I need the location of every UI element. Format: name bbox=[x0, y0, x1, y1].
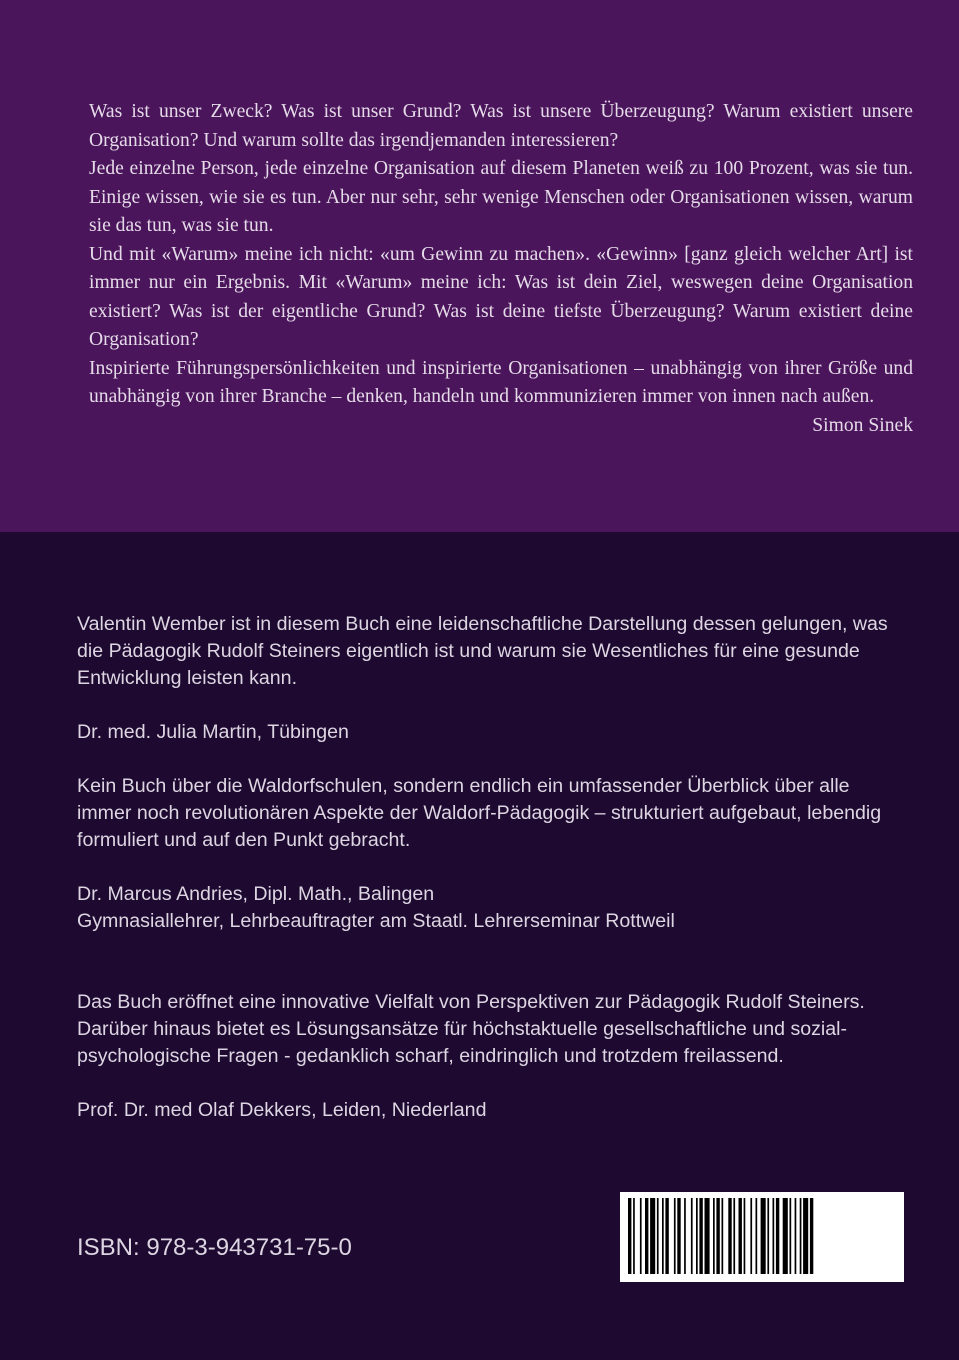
barcode-bar bbox=[803, 1198, 808, 1274]
barcode-bar bbox=[633, 1198, 635, 1274]
barcode-bar bbox=[713, 1198, 715, 1274]
barcode-bar bbox=[773, 1198, 775, 1274]
quote-paragraph-2: Jede einzelne Person, jede einzelne Organisation auf diesem Planeten weiß zu 100 Prozent, was sie tun. Einige wissen, wie sie es tun. Aber nur sehr, sehr wenige Menschen oder Organisationen wissen, warum sie das tun, was sie tun. bbox=[89, 158, 913, 236]
barcode-bar bbox=[716, 1198, 719, 1274]
barcode-bar bbox=[705, 1198, 710, 1274]
barcode-bar bbox=[657, 1198, 659, 1274]
barcode-bar bbox=[691, 1198, 693, 1274]
barcode-bar bbox=[728, 1198, 731, 1274]
barcode-bar bbox=[790, 1198, 792, 1274]
quote-paragraph-3: Und mit «Warum» meine ich nicht: «um Gewinn zu machen». «Gewinn» [ganz gleich welcher Art] ist immer nur ein Ergebnis. Mit «Warum» meine ich: Was ist dein Ziel, weswegen deine Organisation existiert? Was ist der eigentliche Grund? Was ist deine tiefste Überzeugung? Warum existiert deine Organisation? bbox=[89, 243, 913, 350]
barcode-bar bbox=[650, 1198, 655, 1274]
barcode bbox=[620, 1192, 904, 1282]
barcode-bar bbox=[795, 1198, 797, 1274]
barcode-bar bbox=[810, 1198, 813, 1274]
barcode-icon bbox=[620, 1192, 904, 1282]
barcode-bar bbox=[677, 1198, 680, 1274]
isbn-label: ISBN: 978-3-943731-75-0 bbox=[77, 1234, 352, 1261]
quote-paragraph-4: Inspirierte Führungspersönlichkeiten und inspirierte Organisationen – unabhängig von ihrer Größe und unabhängig von ihrer Branche – denken, handeln und kommunizieren immer von innen nach außen. bbox=[89, 357, 913, 407]
barcode-bar bbox=[800, 1198, 802, 1274]
review-3-text: Das Buch eröffnet eine innovative Vielfalt von Perspektiven zur Pädagogik Rudolf Steiners. Darüber hinaus bietet es Lösungsansätze für höchstaktuelle gesellschaftliche und sozial-psychologische Fragen - gedanklich scharf, eindringlich und trotzdem freilassend. bbox=[77, 991, 865, 1067]
barcode-bar bbox=[662, 1198, 664, 1274]
reviews-section bbox=[77, 611, 907, 1124]
barcode-bar bbox=[684, 1198, 686, 1274]
quote-paragraph-1: Was ist unser Zweck? Was ist unser Grund? Was ist unsere Überzeugung? Warum existiert unsere Organisation? Und warum sollte das irgendjemanden interessieren? bbox=[89, 101, 913, 151]
barcode-bar bbox=[699, 1198, 702, 1274]
barcode-bar bbox=[783, 1198, 788, 1274]
review-3-author: Prof. Dr. med Olaf Dekkers, Leiden, Niederland bbox=[77, 1099, 487, 1121]
sinek-quote bbox=[89, 98, 913, 440]
barcode-bar bbox=[767, 1198, 769, 1274]
barcode-bar bbox=[674, 1198, 676, 1274]
barcode-bar bbox=[750, 1198, 752, 1274]
review-2-role: Gymnasiallehrer, Lehrbeauftragter am Staatl. Lehrerseminar Rottweil bbox=[77, 910, 675, 932]
barcode-bar bbox=[696, 1198, 698, 1274]
review-2-text: Kein Buch über die Waldorfschulen, sondern endlich ein umfassender Überblick über alle immer noch revolutionären Aspekte der Waldorf-Pädagogik – strukturiert aufgebaut, lebendig formuliert und auf den Punkt gebracht. bbox=[77, 775, 882, 851]
review-2-author: Dr. Marcus Andries, Dipl. Math., Balingen bbox=[77, 883, 435, 905]
quote-author: Simon Sinek bbox=[812, 414, 913, 436]
barcode-bar bbox=[761, 1198, 766, 1274]
barcode-bar bbox=[733, 1198, 735, 1274]
barcode-bar bbox=[640, 1198, 642, 1274]
barcode-bar bbox=[722, 1198, 724, 1274]
barcode-bar bbox=[628, 1198, 631, 1274]
barcode-bar bbox=[645, 1198, 648, 1274]
review-1-author: Dr. med. Julia Martin, Tübingen bbox=[77, 721, 349, 743]
barcode-bar bbox=[739, 1198, 742, 1274]
barcode-bar bbox=[776, 1198, 779, 1274]
barcode-bar bbox=[665, 1198, 668, 1274]
barcode-bar bbox=[756, 1198, 758, 1274]
review-1-text: Valentin Wember ist in diesem Buch eine leidenschaftliche Darstellung dessen gelungen, was die Pädagogik Rudolf Steiners eigentlich ist und warum sie Wesentliches für eine gesunde Entwicklung leisten kann. bbox=[77, 613, 888, 689]
barcode-bar bbox=[744, 1198, 746, 1274]
